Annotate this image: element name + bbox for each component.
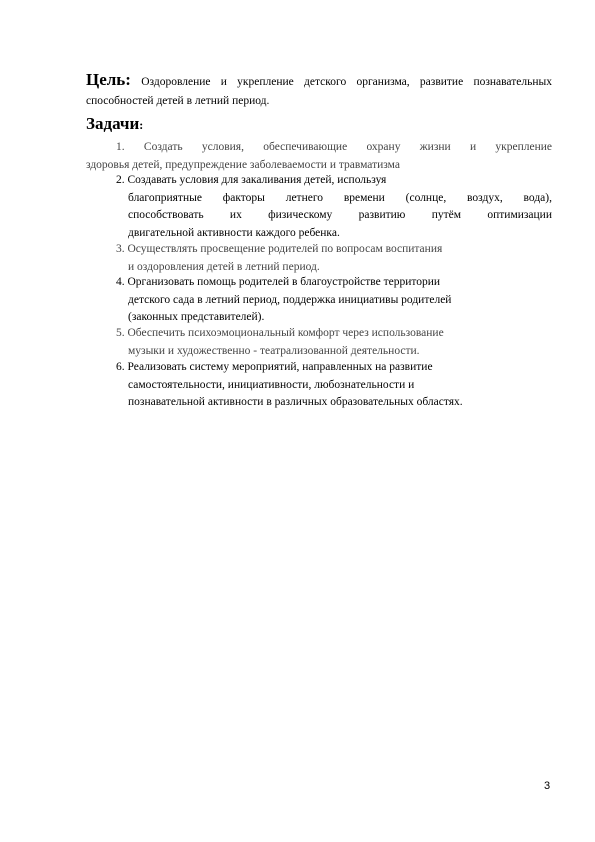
goal-label: Цель: [86,70,131,89]
tasks-heading-label: Задачи [86,114,140,133]
goal-text-line1: Оздоровление и укрепление детского организма, развитие [141,76,464,88]
page-number: 3 [544,780,551,792]
task-3-line-2: и оздоровления детей в летний период. [128,260,320,273]
task-2-line-3: способствовать их физическому развитию путём оптимизации [128,209,552,221]
tasks-heading-colon: : [139,118,144,132]
task-2-line-2: благоприятные факторы летнего времени (солнце, воздух, вода), [128,191,552,204]
goal-text-line2: познавательных способностей детей в летний период. [86,76,552,107]
task-2-line-4: двигательной активности каждого ребенка. [128,226,340,239]
task-1-line-2: здоровья детей, предупреждение заболеваемости и травматизма [86,158,400,171]
task-item-4 [116,274,552,327]
task-4-line-2: детского сада в летний период, поддержка инициативы родителей [128,293,452,306]
task-6-line-2: самостоятельности, инициативности, любознательности и [128,378,415,391]
task-6-line-3: познавательной активности в различных образовательных областях. [128,396,463,408]
task-item-1 [86,139,552,174]
tasks-heading [86,114,143,134]
task-3-line-1: 3. Осуществлять просвещение родителей по вопросам воспитания [116,243,443,255]
goal-paragraph [86,70,552,111]
task-item-6 [116,359,552,412]
task-6-line-1: 6. Реализовать систему мероприятий, направленных на развитие [116,361,433,373]
task-5-line-2: музыки и художественно - театрализованной деятельности. [128,344,420,357]
task-4-line-1: 4. Организовать помощь родителей в благоустройстве территории [116,276,441,288]
task-5-line-1: 5. Обеспечить психоэмоциональный комфорт через использование [116,327,444,339]
task-1-line-1: 1. Создать условия, обеспечивающие охрану жизни и укрепление [116,141,552,153]
task-item-5 [116,325,552,360]
task-item-3 [116,241,552,276]
task-2-line-1: 2. Создавать условия для закаливания детей, используя [116,174,387,186]
task-4-line-3: (законных представителей). [128,311,265,323]
task-item-2 [116,172,552,242]
